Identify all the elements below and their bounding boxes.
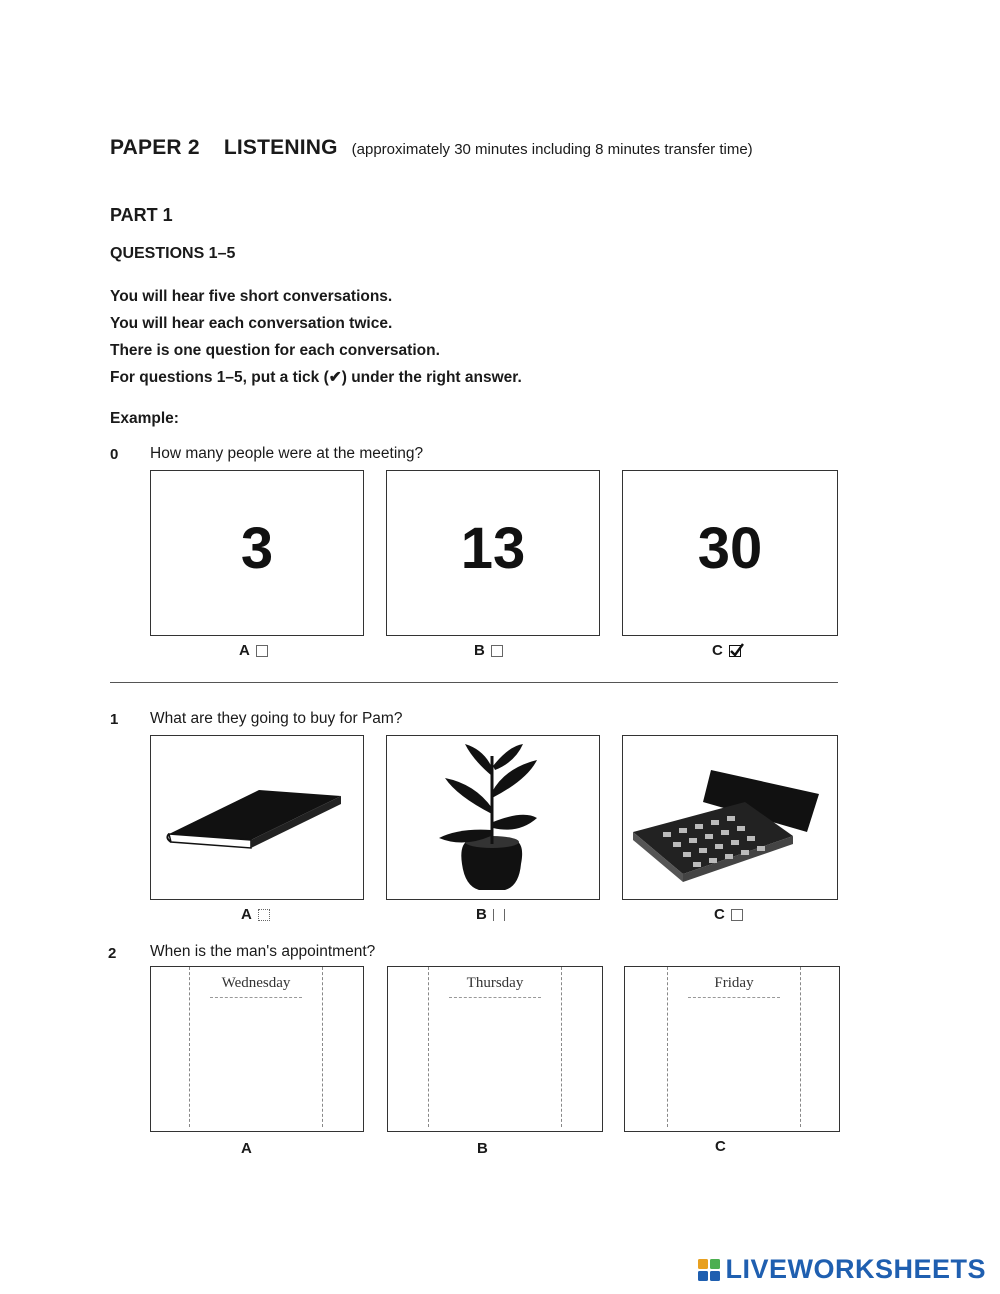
q1-option-b-box <box>386 735 600 900</box>
q2-option-a-label <box>241 1140 252 1157</box>
liveworksheets-logo-icon <box>697 1258 721 1282</box>
example-option-b-label <box>474 642 503 659</box>
calendar-day: Friday <box>714 975 754 991</box>
example-option-a-box <box>150 470 364 636</box>
section-divider <box>110 682 838 683</box>
instruction-line: There is one question for each conversation. <box>110 342 440 359</box>
paper-title: PAPER 2 LISTENING <box>110 136 338 159</box>
option-letter: A <box>241 1140 252 1157</box>
option-letter: A <box>239 642 250 659</box>
part-heading: PART 1 <box>110 205 173 225</box>
option-letter: B <box>477 1140 488 1157</box>
example-option-c-label <box>712 642 741 659</box>
instruction-line: You will hear five short conversations. <box>110 288 393 305</box>
tick-checkbox[interactable] <box>493 909 505 921</box>
option-number: 3 <box>240 516 274 581</box>
calendar-underline <box>210 997 302 998</box>
option-letter: B <box>474 642 485 659</box>
chocolate-box-icon <box>623 736 835 896</box>
calendar-page <box>428 967 562 1127</box>
q2-option-c-box <box>624 966 840 1132</box>
q2-option-b-box <box>387 966 603 1132</box>
question-1-text: What are they going to buy for Pam? <box>150 710 403 727</box>
question-2-text: When is the man's appointment? <box>150 943 376 960</box>
q2-option-b-label <box>477 1140 488 1157</box>
q2-option-c-label <box>715 1138 726 1155</box>
option-letter: A <box>241 906 252 923</box>
example-question: How many people were at the meeting? <box>150 445 424 462</box>
calendar-page <box>189 967 323 1127</box>
q1-option-a-box <box>150 735 364 900</box>
option-letter: B <box>476 906 487 923</box>
tick-checkbox[interactable] <box>731 909 743 921</box>
option-number: 30 <box>697 516 763 581</box>
paper-title-row <box>110 136 753 160</box>
example-option-a-label <box>239 642 268 659</box>
potted-plant-icon <box>387 736 597 896</box>
q2-option-a-box <box>150 966 364 1132</box>
brand-name: LIVEWORKSHEETS <box>725 1254 986 1284</box>
questions-heading: QUESTIONS 1–5 <box>110 245 236 262</box>
example-number: 0 <box>110 446 119 463</box>
option-letter: C <box>714 906 725 923</box>
instruction-line: For questions 1–5, put a tick (✔) under the right answer. <box>110 369 522 386</box>
q1-option-c-label <box>714 906 743 923</box>
tick-checkbox[interactable] <box>258 909 270 921</box>
tick-checkbox-checked[interactable] <box>729 645 741 657</box>
option-number: 13 <box>460 516 526 581</box>
tick-checkbox[interactable] <box>491 645 503 657</box>
calendar-underline <box>688 997 780 998</box>
q1-option-c-box <box>622 735 838 900</box>
example-label: Example: <box>110 410 179 427</box>
brand-logo[interactable] <box>697 1254 986 1285</box>
paper-subtitle: (approximately 30 minutes including 8 minutes transfer time) <box>351 141 753 158</box>
tick-checkbox[interactable] <box>256 645 268 657</box>
option-letter: C <box>712 642 723 659</box>
instructions <box>110 283 522 391</box>
calendar-underline <box>449 997 541 998</box>
calendar-page <box>667 967 801 1127</box>
question-1-number: 1 <box>110 711 119 728</box>
q1-option-b-label <box>476 906 505 923</box>
calendar-day: Thursday <box>466 975 524 991</box>
q1-option-a-label <box>241 906 270 923</box>
calendar-day: Wednesday <box>221 975 291 991</box>
example-option-b-box <box>386 470 600 636</box>
instruction-line: You will hear each conversation twice. <box>110 315 393 332</box>
option-letter: C <box>715 1138 726 1155</box>
book-icon <box>151 736 361 896</box>
example-option-c-box <box>622 470 838 636</box>
question-2-number: 2 <box>108 945 117 962</box>
tick-icon <box>729 642 745 658</box>
